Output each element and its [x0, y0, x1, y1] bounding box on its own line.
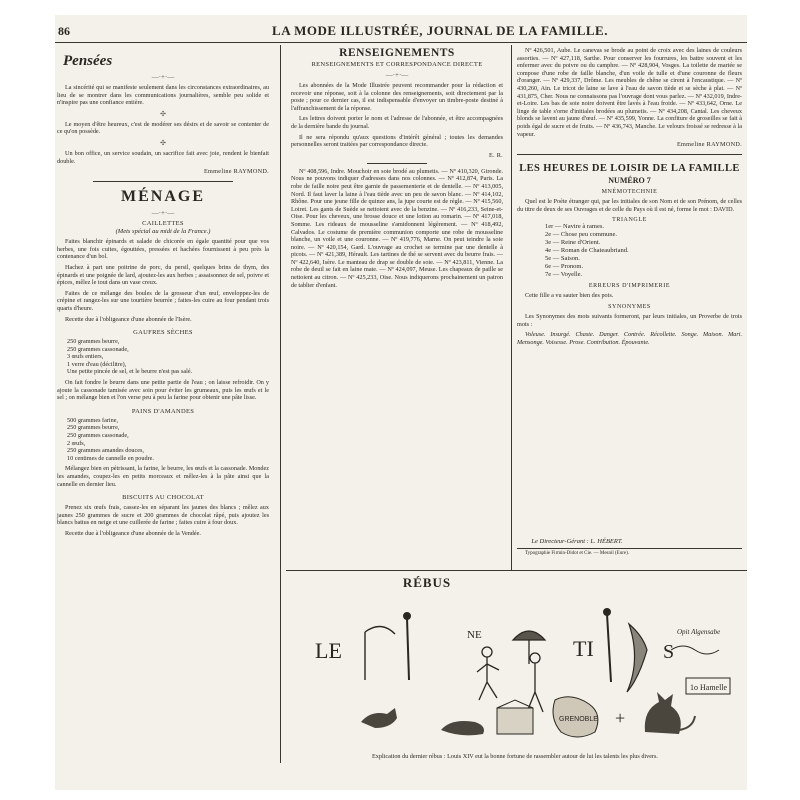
ingredient-item: Une petite pincée de sel, et le beurre n'est pas salé.: [67, 368, 193, 376]
left-column: [57, 47, 269, 538]
ingredient-item: 10 centimes de cannelle en poudre.: [67, 454, 154, 462]
pensees-signature: Emmeline RAYMOND.: [203, 168, 269, 176]
ingredient-item: 3 œufs entiers,: [67, 353, 104, 361]
rebus-letters-ti: TI: [573, 636, 594, 661]
section-rule: [367, 163, 427, 164]
boxed-label: 1o Hamelle: [690, 683, 728, 692]
rebus-heading: RÉBUS: [402, 575, 452, 590]
recipe-title: CAILLETTES: [142, 220, 184, 228]
header-rule: [55, 42, 747, 43]
section-rule: [93, 181, 233, 182]
ingredient-item: 250 grammes beurre,: [67, 338, 120, 346]
recipe-paragraph: Prenez six œufs frais, cassez-les en séparant les jaunes des blancs ; mêlez aux jaunes 250 grammes de sucre et 200 grammes de chocolat râpé, puis ajoutez les blancs battus en neige et une cuillerée de farine ; faites cuire à four doux.: [57, 504, 269, 527]
ornament: —·+·—: [385, 71, 409, 79]
renseignements-paragraph: Les lettres doivent porter le nom et l'adresse de l'abonnée, et être accompagnées de la dernière bande du journal.: [291, 115, 503, 130]
recipe-paragraph: Mélangez bien en pétrissant, la farine, le beurre, les œufs et la cassonade. Mondez les amandes, coupez-les en petits morceaux et mêlez-les à la pâte ainsi que la cannelle en dernier lieu.: [57, 465, 269, 488]
rebus-top-rule: [286, 570, 747, 571]
ingredient-item: 250 grammes cassonade,: [67, 345, 129, 353]
staff-icon: [404, 613, 410, 680]
column-divider-1: [280, 45, 281, 763]
renseignements-signature: E. R.: [488, 151, 503, 159]
ingredient-list: [67, 417, 269, 463]
loisir-heading: LES HEURES DE LOISIR DE LA FAMILLE: [519, 163, 740, 175]
mnemotechnie-text: Quel est le Poète étranger qui, par les initiales de son Nom et de son Prénom, de celles du titre de deux de ses Ouvrages et de celle du Pays où il est né, forme le mot : DAVID.: [517, 198, 742, 213]
synonymes-text: Les Synonymes des mots suivants formeront, par leurs initiales, un Proverbe de trois mots :: [517, 312, 742, 328]
recipe-paragraph: Faites de ce mélange des boules de la grosseur d'un œuf, enveloppez-les de crépine et rangez-les sur une tourtière beurrée ; faites-les cuire au four pendant trois quarts d'heure.: [57, 289, 269, 312]
puzzle-number: NUMÉRO 7: [608, 176, 651, 186]
grenoble-label: GRENOBLE: [559, 716, 598, 723]
triangle-row: 6e — Pronom.: [545, 263, 584, 271]
sickle-icon: [365, 626, 395, 680]
erreurs-title: ERREURS D'IMPRIMERIE: [588, 283, 671, 290]
right-column: [517, 47, 742, 346]
wave-line: [671, 646, 719, 654]
ingredient-item: 250 grammes cassonade,: [67, 432, 129, 440]
pensees-heading: Pensées: [63, 53, 113, 69]
middle-column: [291, 47, 503, 289]
correspondence-answers: Nº 426,501, Aube. Le canevas se brode au point de croix avec des laines de couleurs assorties. — Nº 427,118, Sarthe. Pour conserver les fourrures, les battre souvent et les enfermer avec du poivre ou du camphre. — Nº 428,904, Vosges. La toilette de mariée se compose d'une robe de faille blanche, d'un voile de tulle et d'une couronne de fleurs d'oranger. — Nº 429,337, Drôme. Les meubles de chêne se cirent à l'encaustique. — Nº 430,260, Ain. Le tricot de laine se lave à l'eau de savon tiède et se sèche à plat. — Nº 431,875, Cher. Nous ne connaissons pas l'ouvrage dont vous parlez. — Nº 432,019, Indre-et-Loire. Les bas de soie noire doivent être lavés à l'eau froide. — Nº 433,642, Orne. Le linge de table s'orne d'initiales brodées au plumetis. — Nº 434,208, Cantal. Les cheveux blonds se lavent au jaune d'œuf. — Nº 435,599, Yonne. La confiture de groseilles se fait à poids égal de sucre et de fruits. — Nº 436,743, Manche. Le velours froissé se redresse à la vapeur.: [517, 47, 742, 138]
rebus-letters-le: LE: [315, 638, 342, 663]
imprimerie-line: Typographie Firmin-Didot et Cie. — Mesnil (Eure).: [524, 551, 630, 556]
rebus-letters-s: S: [663, 641, 675, 663]
ingredient-item: 1 verre d'eau (décilitre),: [67, 360, 127, 368]
cat-icon: [645, 692, 695, 734]
triangle-row: 7e — Voyelle.: [545, 271, 583, 279]
ingredient-item: 250 grammes beurre,: [67, 424, 120, 432]
recipe-credit: Recette due à l'obligeance d'une abonnée de l'Isère.: [65, 315, 192, 323]
recipe-paragraph: Faites blanchir épinards et salade de chicorée en égale quantité pour que vos herbes, une fois cuites, égouttées, pressées et hachées fournissent à peu près la contenance d'un bol.: [57, 238, 269, 261]
newspaper-page: [55, 15, 747, 790]
feather-icon: [627, 624, 647, 692]
ingredient-item: 250 grammes amandes douces,: [67, 447, 144, 455]
triangle-row: 3e — Reine d'Orient.: [545, 239, 601, 247]
rebus-explanation: Explication du dernier rébus : Louis XIV eut la bonne fortune de rassembler autour de lui les talents les plus divers.: [372, 753, 658, 760]
recipe-credit: Recette due à l'obligeance d'une abonnée de la Vendée.: [65, 529, 201, 537]
renseignements-subtitle: RENSEIGNEMENTS ET CORRESPONDANCE DIRECTE: [311, 61, 483, 68]
ingredient-list: [67, 338, 269, 376]
recipe-title: BISCUITS AU CHOCOLAT: [122, 494, 204, 502]
pensee-paragraph: La sincérité qui se manifeste seulement dans les circonstances extraordinaires, au lieu de se montrer dans les communications journalières, semble peu solide et n'inspire pas une confiance entière.: [57, 84, 269, 107]
rebus-letters-ne: NE: [467, 629, 482, 641]
column-divider-2: [511, 45, 512, 570]
rebus-illustration: [291, 600, 743, 750]
page-header: [55, 20, 747, 42]
pensee-paragraph: Le moyen d'être heureux, c'est de modérer ses désirs et de savoir se contenter de ce qu'on possède.: [57, 120, 269, 136]
section-rule: [517, 548, 742, 549]
triangle-row: 4e — Roman de Chateaubriand.: [545, 247, 629, 255]
recipe-note: (Mets spécial au midi de la France.): [115, 228, 211, 236]
dog-icon: [361, 708, 397, 728]
triangle-row: 2e — Chose peu commune.: [545, 231, 618, 239]
renseignements-heading: RENSEIGNEMENTS: [339, 47, 455, 59]
recipe-title: PAINS D'AMANDES: [131, 407, 195, 415]
col3-signature: Emmeline RAYMOND.: [676, 141, 742, 149]
mnemotechnie-title: MNÉMOTECHNIE: [601, 189, 658, 196]
synonymes-words: Voleuse. Insurgé. Chaste. Danger. Contrée. Récollette. Songe. Maison. Mari. Mensonge. Voisesse. Prose. Contribution. Épouvante.: [517, 331, 742, 346]
ornament: —·+·—: [151, 73, 175, 81]
walking-figure-icon: [477, 647, 499, 700]
synonymes-title: SYNONYMES: [608, 303, 651, 310]
directeur-gerant: Le Directeur-Gérant : L. HÉBERT.: [531, 538, 623, 545]
renseignements-paragraph: Il ne sera répondu qu'aux questions d'intérêt général ; toutes les demandes personnelles seront traitées par correspondance directe.: [291, 133, 503, 149]
ornament: ✣: [160, 109, 166, 118]
pensee-paragraph: Un bon office, un service soudain, un sacrifice fait avec joie, rendent le bienfait double.: [57, 149, 269, 165]
triangle-title: TRIANGLE: [612, 217, 647, 224]
ornament: —·+·—: [151, 209, 175, 218]
ingredient-item: 500 grammes farine,: [67, 416, 119, 424]
lying-animal-icon: [441, 721, 484, 735]
triangle-row: 5e — Saison.: [545, 255, 580, 263]
triangle-row: 1er — Navire à rames.: [545, 223, 605, 231]
triangle-list: [517, 223, 742, 279]
recipe-paragraph: Hachez à part une poitrine de porc, du persil, quelques brins de thym, des épinards et une poignée de lard, ajoutez-les aux herbes ; assaisonnez de sel, poivre et épices, mêlez le tout dans un vase creux.: [57, 263, 269, 287]
plus-sign: +: [615, 708, 626, 728]
menage-heading: MÉNAGE: [121, 188, 205, 206]
recipe-title: GAUFRES SÈCHES: [133, 329, 193, 337]
journal-title: LA MODE ILLUSTRÉE, JOURNAL DE LA FAMILLE.: [272, 23, 608, 38]
opit-label: Opit Algensabe: [677, 628, 721, 636]
figure-with-umbrella-icon: [513, 631, 545, 712]
book-icon: [497, 700, 533, 734]
ornament: ✣: [160, 138, 166, 147]
correspondence-answers: Nº 408,596, Indre. Mouchoir en soie brodé au plumetis. — Nº 410,320, Gironde. Nous ne pouvons indiquer d'adresses dans nos colonnes. — Nº 412,874, Paris. La robe de faille noire peut être garnie de passementerie et de dentelle. — Nº 413,005, Nord. Il faut laver la laine à l'eau tiède avec un peu de savon blanc. — Nº 414,102, Rhône. Pour une jeune fille de quinze ans, la jupe courte est de règle. — Nº 415,560, Loiret. Les gants de Suède se nettoient avec de la benzine. — Nº 416,233, Seine-et-Oise. Pour les cheveux, une brosse douce et une lotion au romarin. — Nº 417,018, Somme. Les rideaux de mousseline s'amidonnent légèrement. — Nº 418,492, Calvados. Le costume de première communion comporte une robe de mousseline blanche, un voile et une couronne. — Nº 419,776, Marne. On peut teindre la soie noire. — Nº 420,154, Gard. L'ouvrage au crochet se termine par une dentelle à picots. — Nº 421,389, Hérault. Les tartines de thé se servent avec du beurre frais. — Nº 422,640, Isère. Le manteau de drap se double de soie. — Nº 423,811, Vienne. La robe de deuil se fait en laine mate. — Nº 424,097, Meuse. Les chapeaux de paille se nettoient au citron. — Nº 425,233, Oise. Nous indiquerons prochainement un patron de tablier d'enfant.: [291, 167, 503, 289]
section-rule: [517, 154, 742, 155]
ingredient-item: 2 œufs,: [67, 439, 86, 447]
page-number: 86: [58, 24, 70, 38]
erreurs-text: Cette fille a vu sauter bien des pois.: [525, 292, 614, 300]
renseignements-intro: Les abonnées de la Mode Illustrée peuvent recommander pour la rédaction et recevoir une réponse, soit à la colonne des renseignements, soit directement par la poste ; pour ce dernier cas, il est indispensable d'envoyer un timbre-poste destiné à l'affranchissement de la réponse.: [291, 82, 503, 112]
recipe-paragraph: On fait fondre le beurre dans une petite partie de l'eau ; on laisse refroidir. On y ajoute la cassonade tamisée avec soin pour éviter les grumeaux, puis les œufs et le sel ; on mélange bien et l'on verse peu à peu la farine pour obtenir une pâte lisse.: [57, 379, 269, 402]
staff-icon: [604, 609, 611, 682]
